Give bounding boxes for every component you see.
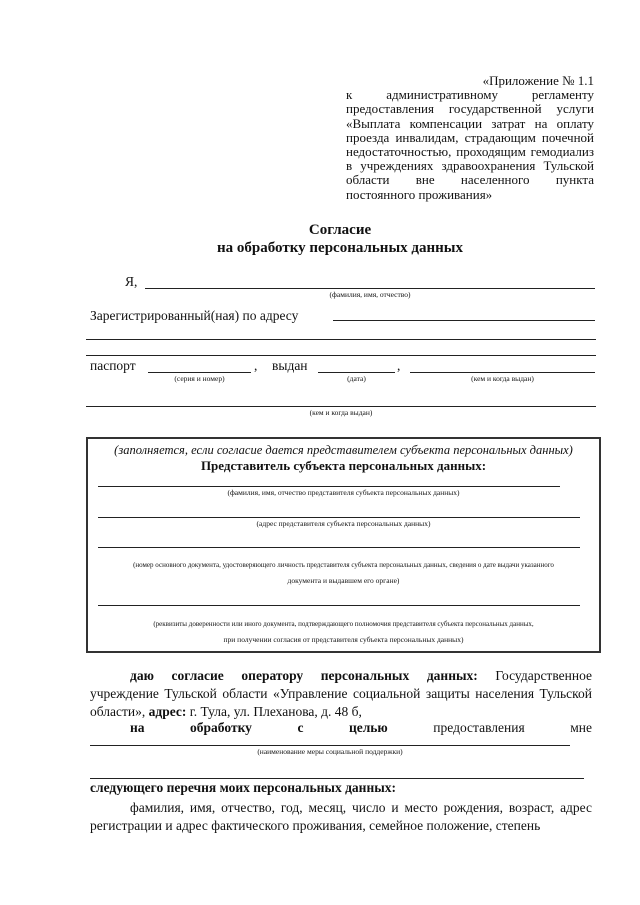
purpose-word-4: целью xyxy=(348,720,388,735)
passport-label: паспорт xyxy=(90,358,136,373)
purpose-word-6: мне xyxy=(570,720,592,735)
rep-fio-caption: (фамилия, имя, отчество представителя субъекта персональных данных) xyxy=(227,488,460,497)
representative-box xyxy=(86,437,601,653)
comma-1: , xyxy=(254,358,258,373)
representative-heading: Представитель субъекта персональных данных: xyxy=(200,458,487,473)
consent-give-bold: даю согласие оператору персональных данных: xyxy=(130,668,478,683)
i-label: Я, xyxy=(125,274,138,289)
issue-date-field[interactable] xyxy=(318,372,395,373)
list-heading: следующего перечня моих персональных данных: xyxy=(90,780,397,795)
representative-note: (заполняется, если согласие дается представителем субъекта персональных данных) xyxy=(114,443,573,457)
address-field-1[interactable] xyxy=(333,320,595,321)
rep-power-field[interactable] xyxy=(98,605,580,606)
appendix-number: «Приложение № 1.1 xyxy=(482,73,594,88)
measure-caption: (наименование меры социальной поддержки) xyxy=(257,747,403,756)
purpose-word-3: с xyxy=(297,720,304,735)
purpose-line xyxy=(130,720,592,736)
rep-power-caption-2: при получении согласия от представителя субъекта персональных данных) xyxy=(223,635,464,644)
measure-field[interactable] xyxy=(90,745,570,746)
data-list-text: фамилия, имя, отчество, год, месяц, число и место рождения, возраст, адрес регистрации и адрес фактического проживания, семейное положение, степень xyxy=(90,800,592,833)
issuer-field[interactable] xyxy=(410,372,595,373)
rep-address-field[interactable] xyxy=(98,517,580,518)
issuer-field-2[interactable] xyxy=(86,406,596,407)
series-caption: (серия и номер) xyxy=(174,374,225,383)
appendix-text: к административному регламенту предоставления государственной услуги «Выплата компенсации затрат на оплату проезда инвалидам, страдающим почечной недостаточностью, проходящим гемодиализ в учреждениях здравоохранения Тульской области вне населенного пункта постоянного проживания» xyxy=(346,87,594,202)
date-caption: (дата) xyxy=(347,374,366,383)
consent-address-label: адрес: xyxy=(148,704,187,719)
registered-label: Зарегистрированный(ная) по адресу xyxy=(90,308,299,323)
appendix-reference xyxy=(346,74,594,202)
purpose-word-2: обработку xyxy=(190,720,252,735)
rep-document-caption-1: (номер основного документа, удостоверяющего личность представителя субъекта персональных данных, сведения о дате выдачи указанного xyxy=(133,561,554,569)
rep-power-caption-1: (реквизиты доверенности или иного документа, подтверждающего полномочия представителя субъекта персональных данных, xyxy=(153,620,534,628)
issuer-caption: (кем и когда выдан) xyxy=(471,374,534,383)
purpose-word-1: на xyxy=(130,720,145,735)
consent-address: г. Тула, ул. Плеханова, д. 48 б, xyxy=(186,704,362,719)
doc-title: Согласие xyxy=(308,222,372,238)
rep-address-caption: (адрес представителя субъекта персональных данных) xyxy=(256,519,431,528)
doc-subtitle: на обработку персональных данных xyxy=(217,240,463,256)
fio-caption: (фамилия, имя, отчество) xyxy=(329,290,411,299)
passport-series-field[interactable] xyxy=(148,372,251,373)
rep-fio-field[interactable] xyxy=(98,486,560,487)
consent-paragraph xyxy=(90,667,592,721)
consent-operator: Государственное учреждение Тульской области «Управление социальной защиты населения Тульской области», xyxy=(90,668,592,719)
issued-label: выдан xyxy=(272,358,308,373)
address-field-2[interactable] xyxy=(86,339,596,340)
fio-field[interactable] xyxy=(145,288,595,289)
purpose-word-5: предоставления xyxy=(433,720,525,735)
issuer-caption-2: (кем и когда выдан) xyxy=(309,408,373,417)
comma-2: , xyxy=(397,358,401,373)
address-field-3[interactable] xyxy=(86,355,596,356)
measure-field-2[interactable] xyxy=(90,778,584,779)
rep-document-field[interactable] xyxy=(98,547,580,548)
rep-document-caption-2: документа и выдавшем его органе) xyxy=(287,576,400,585)
